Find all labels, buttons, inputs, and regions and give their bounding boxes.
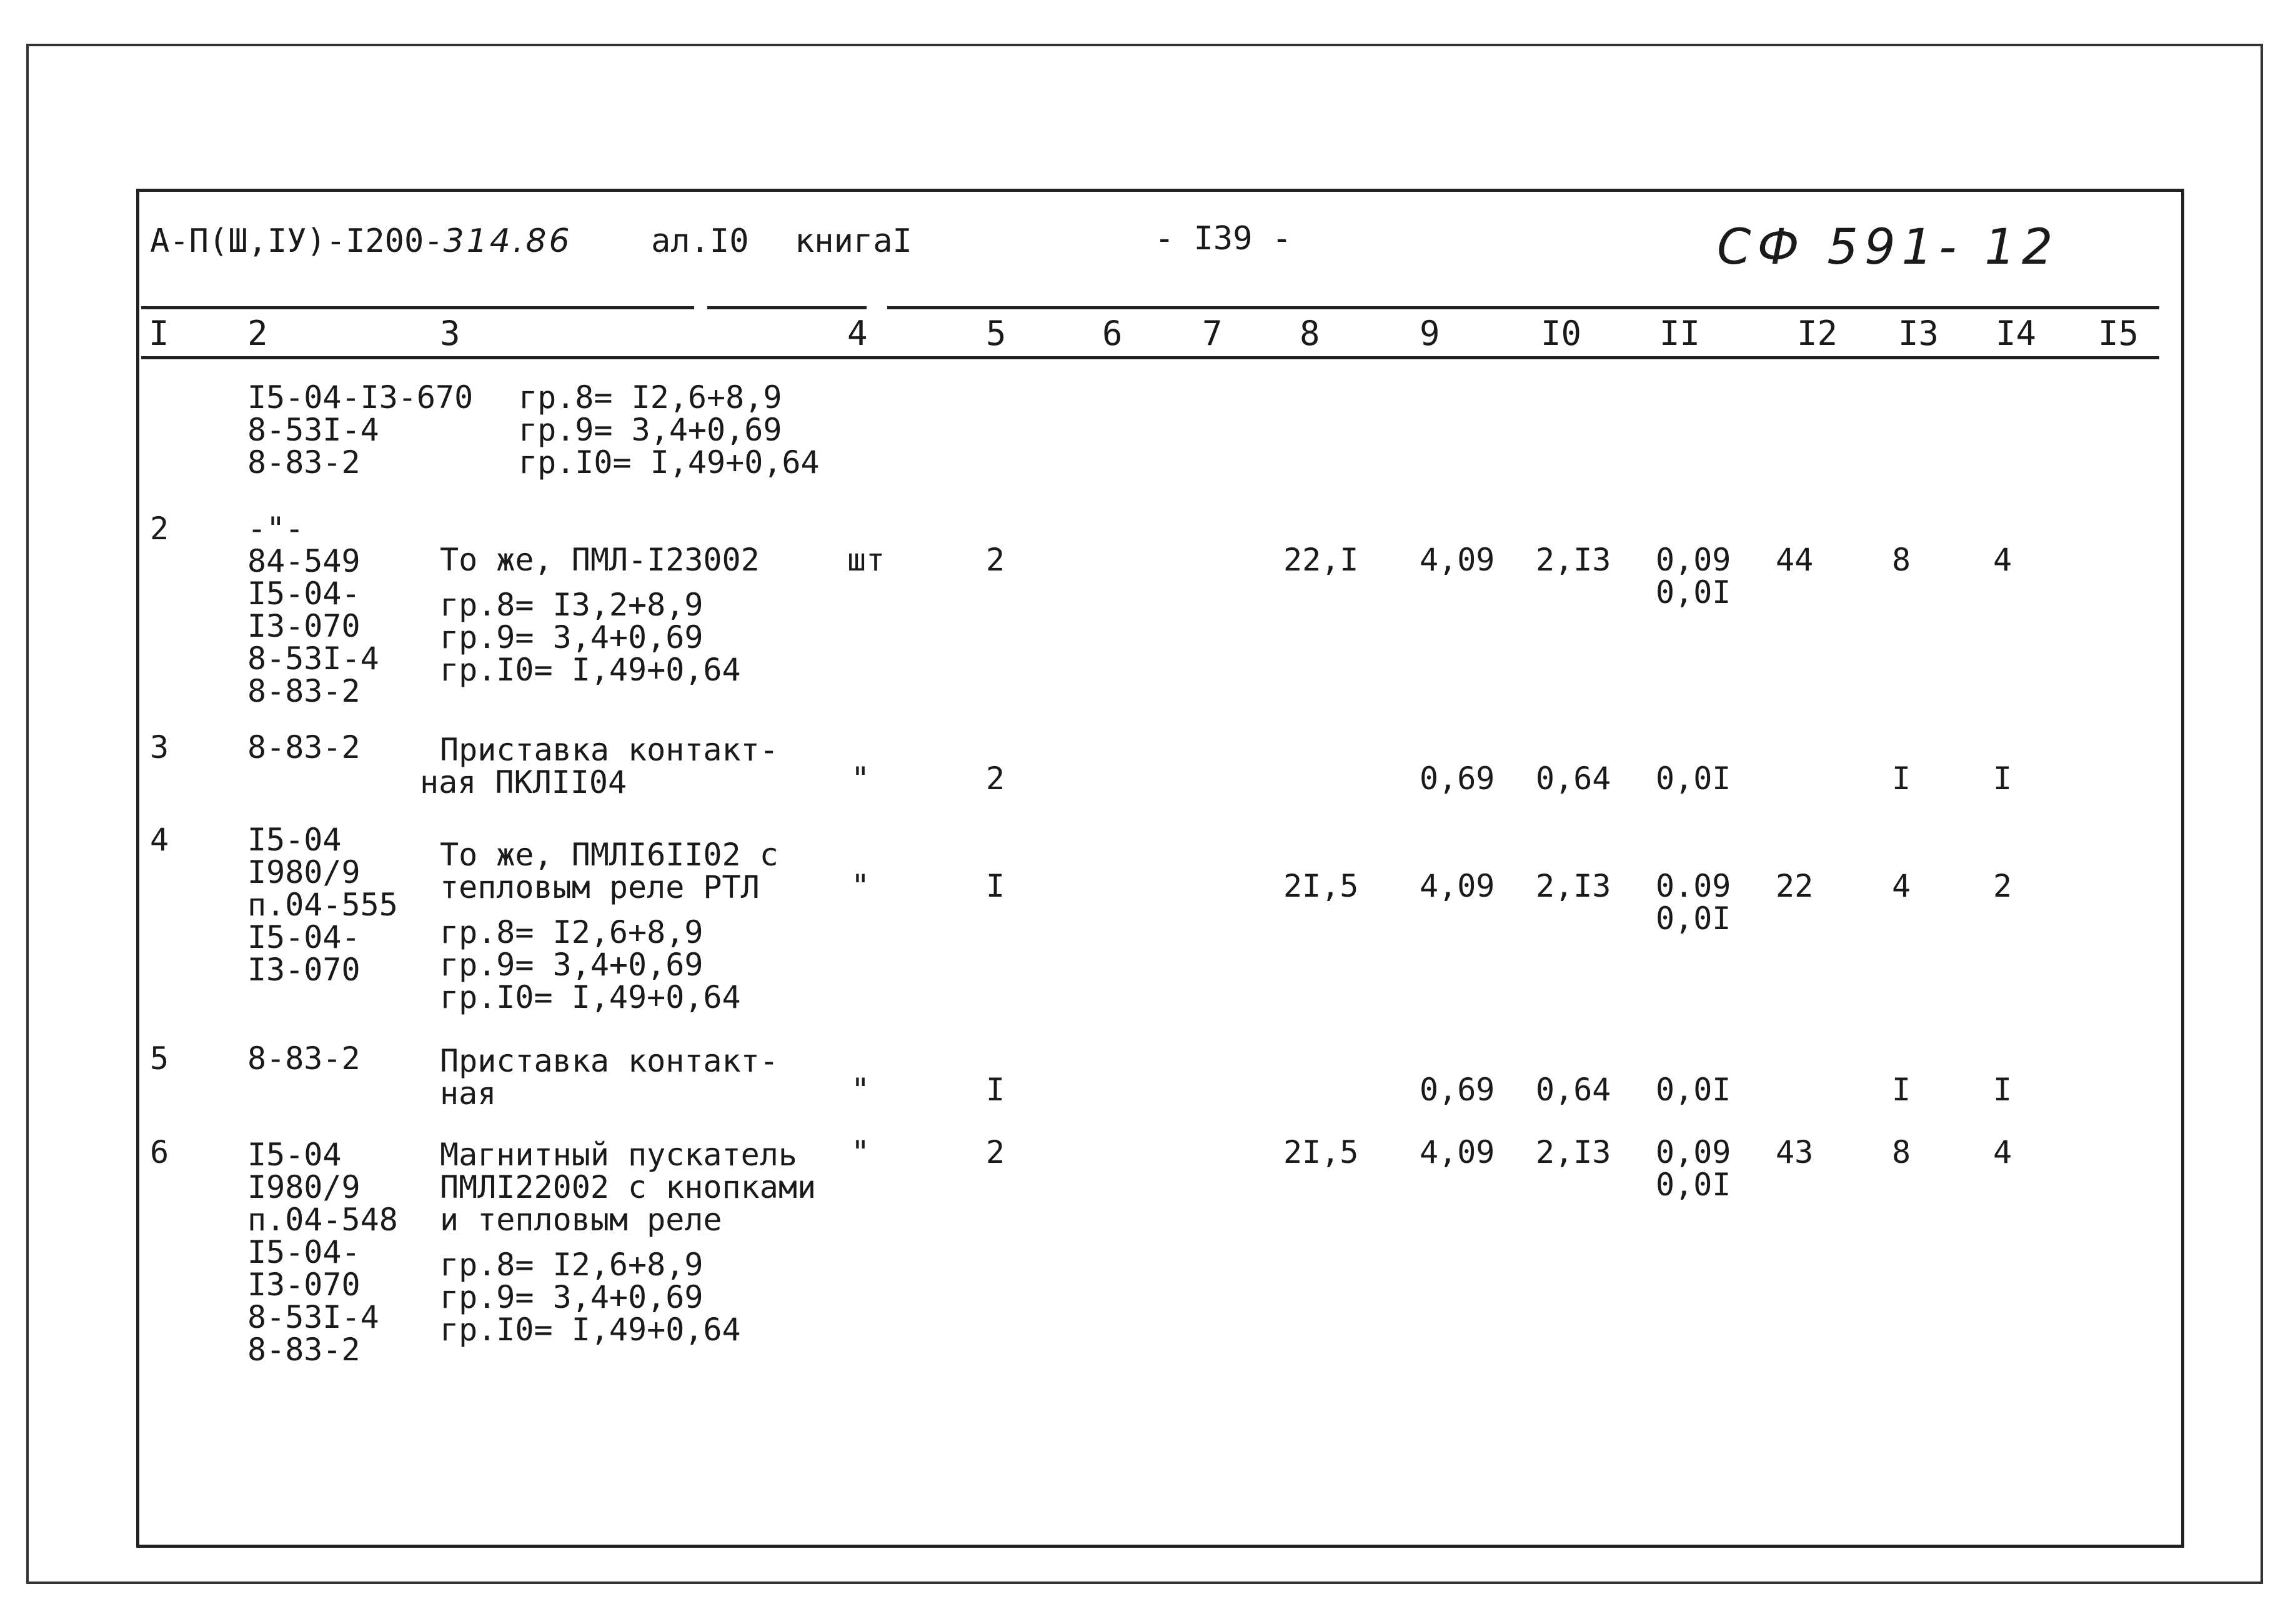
sheet-stamp: СФ 591- 12 [1717, 219, 2059, 276]
row-formula-9: гр.9= 3,4+0,69 [440, 1279, 704, 1315]
row1-formula-10: гр.I0= I,49+0,64 [519, 444, 820, 481]
row-col8: 22,I [1283, 542, 1359, 578]
book-number: книгаI [795, 222, 912, 260]
row-code-1: I5-04 [247, 822, 342, 858]
row-code-2: I980/9 [247, 854, 361, 890]
row-code-1: -"- [247, 511, 304, 547]
row-col10: 0,64 [1536, 1072, 1611, 1108]
row-col11-a: 0,09 [1656, 1134, 1731, 1170]
col-header-15: I5 [2098, 314, 2139, 353]
row-formula-9: гр.9= 3,4+0,69 [440, 947, 704, 983]
row-description-2: ная ПКЛII04 [420, 764, 627, 800]
row-description-1: То же, ПМЛI6II02 с [440, 837, 778, 873]
row-code-4: I5-04- [247, 1234, 361, 1270]
row-formula-10: гр.I0= I,49+0,64 [440, 979, 741, 1015]
col-header-5: 5 [986, 314, 1007, 353]
row-col11-b: 0,0I [1656, 900, 1731, 937]
row-code-3: п.04-548 [247, 1202, 398, 1238]
row-code-5: 8-53I-4 [247, 640, 379, 677]
row1-code-1: I5-04-I3-670 [247, 379, 474, 416]
page-number: - I39 - [1155, 220, 1292, 257]
row-description-2: ная [440, 1075, 497, 1112]
row-unit: " [851, 1072, 870, 1108]
row-col13: I [1892, 760, 1911, 797]
row1-code-3: 8-83-2 [247, 444, 361, 481]
row-unit: шт [847, 542, 885, 578]
column-header-rule [141, 356, 2159, 359]
col-header-4: 4 [847, 314, 868, 353]
row-formula-8: гр.8= I2,6+8,9 [440, 914, 704, 950]
row-col13: 8 [1892, 1134, 1911, 1170]
row-description-1: Приставка контакт- [440, 732, 778, 768]
row-col5: 2 [986, 1134, 1005, 1170]
document-code-typed: А-П(Ш,IУ)-I200- [150, 222, 444, 260]
row-description-1: Приставка контакт- [440, 1043, 778, 1079]
row-col10: 2,I3 [1536, 868, 1611, 904]
row-unit: " [851, 1134, 870, 1170]
row-col13: 8 [1892, 542, 1911, 578]
row-code-2: I980/9 [247, 1169, 361, 1205]
row-col14: 4 [1993, 1134, 2012, 1170]
row-description-2: тепловым реле РТЛ [440, 869, 760, 905]
row-col11-b: 0,0I [1656, 1167, 1731, 1203]
row-col11: 0,0I [1656, 760, 1731, 797]
header-rule-right [887, 306, 2159, 309]
row1-formula-9: гр.9= 3,4+0,69 [519, 412, 782, 448]
row-col11-a: 0.09 [1656, 868, 1731, 904]
col-header-3: 3 [440, 314, 460, 353]
row-code-1: 8-83-2 [247, 1040, 361, 1077]
row-formula-10: гр.I0= I,49+0,64 [440, 652, 741, 688]
col-header-2: 2 [247, 314, 268, 353]
row-col14: 2 [1993, 868, 2012, 904]
row-col9: 4,09 [1420, 1134, 1495, 1170]
row-number: 3 [150, 729, 169, 765]
row1-formula-8: гр.8= I2,6+8,9 [519, 379, 782, 416]
col-header-9: 9 [1420, 314, 1440, 353]
row-code-6: 8-53I-4 [247, 1299, 379, 1335]
row-col12: 43 [1776, 1134, 1814, 1170]
col-header-6: 6 [1102, 314, 1123, 353]
row-col9: 0,69 [1420, 760, 1495, 797]
header-rule-mid [707, 306, 867, 309]
row-code-2: 84-549 [247, 543, 361, 579]
row1-code-2: 8-53I-4 [247, 412, 379, 448]
row-col14: I [1993, 1072, 2012, 1108]
row-formula-9: гр.9= 3,4+0,69 [440, 619, 704, 655]
row-col10: 2,I3 [1536, 1134, 1611, 1170]
row-col8: 2I,5 [1283, 868, 1359, 904]
row-code-4: I5-04- [247, 919, 361, 955]
row-code-1: 8-83-2 [247, 729, 361, 765]
row-number: 2 [150, 511, 169, 547]
row-code-4: I3-070 [247, 608, 361, 644]
row-col5: 2 [986, 760, 1005, 797]
row-code-6: 8-83-2 [247, 673, 361, 709]
row-number: 6 [150, 1134, 169, 1170]
col-header-1: I [149, 314, 169, 353]
row-code-1: I5-04 [247, 1137, 342, 1173]
row-col11: 0,0I [1656, 1072, 1731, 1108]
row-number: 4 [150, 822, 169, 858]
col-header-10: I0 [1541, 314, 1582, 353]
document-code-handwritten: 314.86 [443, 222, 572, 260]
row-col10: 0,64 [1536, 760, 1611, 797]
row-col10: 2,I3 [1536, 542, 1611, 578]
row-code-3: I5-04- [247, 575, 361, 612]
document-code [150, 222, 572, 260]
row-code-3: п.04-555 [247, 887, 398, 923]
row-code-5: I3-070 [247, 1267, 361, 1303]
row-formula-8: гр.8= I3,2+8,9 [440, 587, 704, 623]
row-formula-10: гр.I0= I,49+0,64 [440, 1312, 741, 1348]
col-header-14: I4 [1996, 314, 2037, 353]
row-col13: I [1892, 1072, 1911, 1108]
row-col11-b: 0,0I [1656, 574, 1731, 610]
col-header-13: I3 [1898, 314, 1939, 353]
row-col9: 4,09 [1420, 868, 1495, 904]
row-col14: 4 [1993, 542, 2012, 578]
col-header-11: II [1659, 314, 1701, 353]
row-col13: 4 [1892, 868, 1911, 904]
row-col12: 44 [1776, 542, 1814, 578]
row-unit: " [851, 760, 870, 797]
row-unit: " [851, 868, 870, 904]
album-number: ал.I0 [651, 222, 749, 260]
row-col5: I [986, 868, 1005, 904]
row-description-2: ПМЛI22002 с кнопками [440, 1169, 817, 1205]
header-rule-left [141, 306, 694, 309]
row-col11-a: 0,09 [1656, 542, 1731, 578]
row-description-3: и тепловым реле [440, 1202, 722, 1238]
row-col14: I [1993, 760, 2012, 797]
row-description: То же, ПМЛ-I23002 [440, 542, 760, 578]
col-header-7: 7 [1202, 314, 1223, 353]
row-col5: I [986, 1072, 1005, 1108]
row-col12: 22 [1776, 868, 1814, 904]
row-col9: 4,09 [1420, 542, 1495, 578]
row-col9: 0,69 [1420, 1072, 1495, 1108]
row-description-1: Магнитный пускатель [440, 1137, 797, 1173]
row-col5: 2 [986, 542, 1005, 578]
col-header-12: I2 [1797, 314, 1838, 353]
row-col8: 2I,5 [1283, 1134, 1359, 1170]
row-formula-8: гр.8= I2,6+8,9 [440, 1247, 704, 1283]
col-header-8: 8 [1300, 314, 1320, 353]
row-code-5: I3-070 [247, 952, 361, 988]
row-code-7: 8-83-2 [247, 1332, 361, 1368]
row-number: 5 [150, 1040, 169, 1077]
